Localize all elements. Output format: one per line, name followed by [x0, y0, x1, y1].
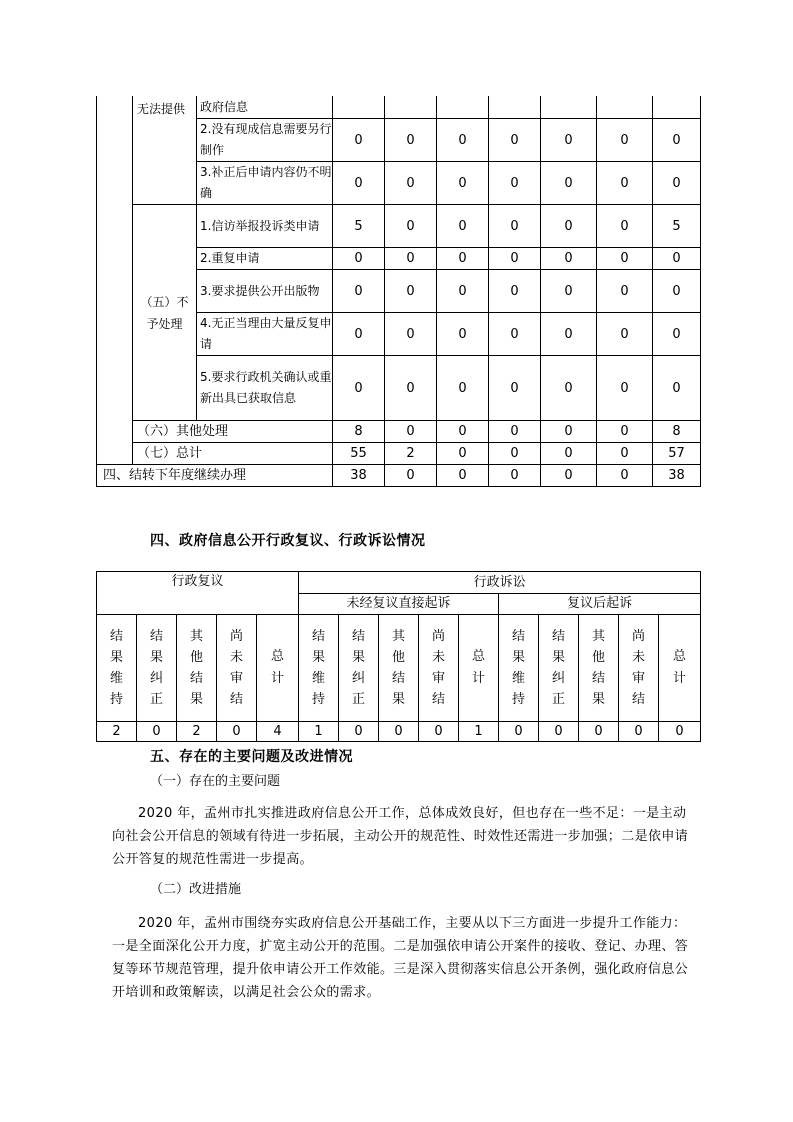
column-header — [659, 615, 701, 722]
table-cell: 0 — [653, 162, 701, 205]
column-header-label: 结果纠正 — [552, 629, 566, 707]
table-cell: 0 — [597, 248, 653, 270]
header-admin-litigation: 行政诉讼 — [299, 572, 701, 594]
improvements-paragraph: 2020 年，孟州市围绕夯实政府信息公开基础工作，主要从以下三方面进一步提升工作能力：一是全面深化公开力度，扩宽主动公开的范围。二是加强依申请公开案件的接收、登记、办理、答复等环节规范管理，提升依申请公开工作效能。三是深入贯彻落实信息公开条例，强化政府信息公开培训和政策解读，以满足社会公众的需求。 — [112, 916, 689, 1000]
table-cell: 0 — [541, 465, 597, 487]
table-cell: 0 — [541, 270, 597, 313]
table-cell: 2 — [97, 722, 137, 742]
table-cell: 0 — [437, 443, 489, 465]
review-litigation-table — [96, 571, 701, 742]
table-row — [97, 465, 701, 487]
category-not-processed: （五）不予处理 — [133, 205, 197, 421]
row-label-carryover: 四、结转下年度继续办理 — [97, 465, 333, 487]
table-cell: 0 — [597, 162, 653, 205]
column-header-label: 尚未审结 — [229, 629, 243, 707]
table-cell — [597, 96, 653, 119]
table-cell: 0 — [597, 119, 653, 162]
row-label-total: （七）总计 — [133, 443, 333, 465]
column-header — [217, 615, 257, 722]
table-column-header-row — [97, 615, 701, 722]
column-header-label: 尚未审结 — [432, 629, 446, 707]
table-cell: 0 — [333, 270, 385, 313]
table-cell: 0 — [653, 313, 701, 356]
table-cell: 0 — [541, 119, 597, 162]
table-cell: 0 — [489, 205, 541, 248]
row-description: 2.没有现成信息需要另行制作 — [197, 119, 333, 162]
table-cell: 0 — [597, 421, 653, 443]
column-header-label: 其他结果 — [592, 629, 606, 707]
table-cell: 0 — [489, 119, 541, 162]
table-cell — [333, 96, 385, 119]
table-cell: 5 — [653, 205, 701, 248]
subsection-problems-title: （一）存在的主要问题 — [150, 774, 281, 789]
table-cell: 0 — [489, 421, 541, 443]
table-cell — [541, 96, 597, 119]
disposal-results-table — [96, 96, 701, 487]
table-cell: 0 — [489, 356, 541, 421]
table-cell: 0 — [597, 443, 653, 465]
table-cell: 0 — [419, 722, 459, 742]
table-cell: 0 — [333, 356, 385, 421]
table-cell: 8 — [653, 421, 701, 443]
row-label-other: （六）其他处理 — [133, 421, 333, 443]
table-cell: 0 — [385, 313, 437, 356]
column-header-label: 结果维持 — [512, 629, 526, 707]
column-header-label: 总计 — [673, 649, 687, 686]
table-cell: 0 — [437, 465, 489, 487]
column-header-label: 尚未审结 — [632, 629, 646, 707]
table-cell — [489, 96, 541, 119]
row-description: 3.要求提供公开出版物 — [197, 270, 333, 313]
table-cell: 0 — [385, 270, 437, 313]
column-header — [257, 615, 299, 722]
table-cell: 0 — [385, 421, 437, 443]
column-header-label: 结果维持 — [312, 629, 326, 707]
column-header — [177, 615, 217, 722]
column-header — [619, 615, 659, 722]
table-cell: 0 — [653, 270, 701, 313]
table-cell: 0 — [541, 162, 597, 205]
table-row — [97, 205, 701, 248]
table-cell: 0 — [217, 722, 257, 742]
table-cell: 0 — [489, 465, 541, 487]
table-cell: 2 — [177, 722, 217, 742]
table-cell: 0 — [541, 356, 597, 421]
problems-paragraph: 2020 年，孟州市扎实推进政府信息公开工作，总体成效良好，但也存在一些不足：一是主动向社会公开信息的领域有待进一步拓展，主动公开的规范性、时效性还需进一步加强；二是依申请公开答复的规范性需进一步提高。 — [112, 806, 689, 867]
table-cell: 0 — [333, 313, 385, 356]
table-cell: 0 — [437, 119, 489, 162]
column-header — [379, 615, 419, 722]
table-cell: 0 — [385, 205, 437, 248]
table-row — [97, 722, 701, 742]
table-cell: 8 — [333, 421, 385, 443]
column-header — [339, 615, 379, 722]
table-cell: 1 — [459, 722, 499, 742]
table-cell: 0 — [385, 119, 437, 162]
column-header-label: 结果纠正 — [149, 629, 163, 707]
column-header — [579, 615, 619, 722]
table-cell: 0 — [339, 722, 379, 742]
table-cell: 0 — [437, 270, 489, 313]
section-5-title: 五、存在的主要问题及改进情况 — [150, 749, 353, 765]
table-cell — [437, 96, 489, 119]
table-cell: 0 — [597, 356, 653, 421]
table-cell: 0 — [437, 205, 489, 248]
table-cell: 0 — [489, 162, 541, 205]
header-admin-review: 行政复议 — [97, 572, 299, 615]
table-cell: 0 — [489, 270, 541, 313]
table-cell: 1 — [299, 722, 339, 742]
table-cell: 0 — [597, 313, 653, 356]
table-cell: 55 — [333, 443, 385, 465]
row-description: 2.重复申请 — [197, 248, 333, 270]
row-description: 政府信息 — [197, 96, 333, 119]
table-cell: 0 — [653, 248, 701, 270]
table-row — [97, 96, 701, 119]
column-header — [97, 615, 137, 722]
outer-category-cell — [97, 96, 133, 465]
table-cell: 0 — [333, 119, 385, 162]
row-description: 5.要求行政机关确认或重新出具已获取信息 — [197, 356, 333, 421]
table-cell: 0 — [437, 356, 489, 421]
table-cell: 0 — [437, 313, 489, 356]
table-cell: 0 — [437, 421, 489, 443]
table-cell: 0 — [541, 248, 597, 270]
table-cell — [653, 96, 701, 119]
column-header-label: 结果维持 — [109, 629, 123, 707]
table-cell — [385, 96, 437, 119]
table-cell: 0 — [541, 205, 597, 248]
table-cell: 0 — [385, 465, 437, 487]
table-cell: 5 — [333, 205, 385, 248]
column-header-label: 其他结果 — [392, 629, 406, 707]
table-cell: 0 — [489, 443, 541, 465]
table-cell: 0 — [653, 119, 701, 162]
table-cell: 0 — [333, 162, 385, 205]
table-cell: 0 — [541, 421, 597, 443]
row-description: 4.无正当理由大量反复申请 — [197, 313, 333, 356]
column-header — [137, 615, 177, 722]
table-cell: 4 — [257, 722, 299, 742]
table-cell: 38 — [333, 465, 385, 487]
table-cell: 0 — [539, 722, 579, 742]
column-header — [299, 615, 339, 722]
table-row — [97, 421, 701, 443]
table-cell: 0 — [437, 248, 489, 270]
table-cell: 0 — [137, 722, 177, 742]
column-header — [499, 615, 539, 722]
table-cell: 0 — [653, 356, 701, 421]
table-cell: 0 — [597, 270, 653, 313]
table-cell: 57 — [653, 443, 701, 465]
column-header-label: 其他结果 — [189, 629, 203, 707]
table-cell: 0 — [489, 248, 541, 270]
table-header-row — [97, 572, 701, 594]
table-cell: 0 — [499, 722, 539, 742]
table-cell: 0 — [659, 722, 701, 742]
table-cell: 0 — [385, 162, 437, 205]
table-row — [97, 443, 701, 465]
row-description: 1.信访举报投诉类申请 — [197, 205, 333, 248]
table-cell: 2 — [385, 443, 437, 465]
table-cell: 0 — [333, 248, 385, 270]
table-cell: 0 — [619, 722, 659, 742]
header-direct-litigation: 未经复议直接起诉 — [299, 593, 499, 615]
table-cell: 0 — [579, 722, 619, 742]
table-cell: 0 — [385, 356, 437, 421]
column-header-label: 结果纠正 — [352, 629, 366, 707]
table-cell: 0 — [541, 313, 597, 356]
table-cell: 0 — [385, 248, 437, 270]
table-cell: 0 — [541, 443, 597, 465]
column-header-label: 总计 — [271, 649, 285, 686]
column-header — [419, 615, 459, 722]
column-header — [539, 615, 579, 722]
table-cell: 38 — [653, 465, 701, 487]
subsection-improvements-title: （二）改进措施 — [150, 882, 242, 897]
table-cell: 0 — [597, 465, 653, 487]
header-after-review-litigation: 复议后起诉 — [499, 593, 701, 615]
table-cell: 0 — [597, 205, 653, 248]
section-4-title: 四、政府信息公开行政复议、行政诉讼情况 — [150, 533, 426, 549]
column-header-label: 总计 — [472, 649, 486, 686]
column-header — [459, 615, 499, 722]
row-description: 3.补正后申请内容仍不明确 — [197, 162, 333, 205]
table-cell: 0 — [489, 313, 541, 356]
table-cell: 0 — [379, 722, 419, 742]
category-cannot-provide: 无法提供 — [133, 96, 197, 205]
table-cell: 0 — [437, 162, 489, 205]
